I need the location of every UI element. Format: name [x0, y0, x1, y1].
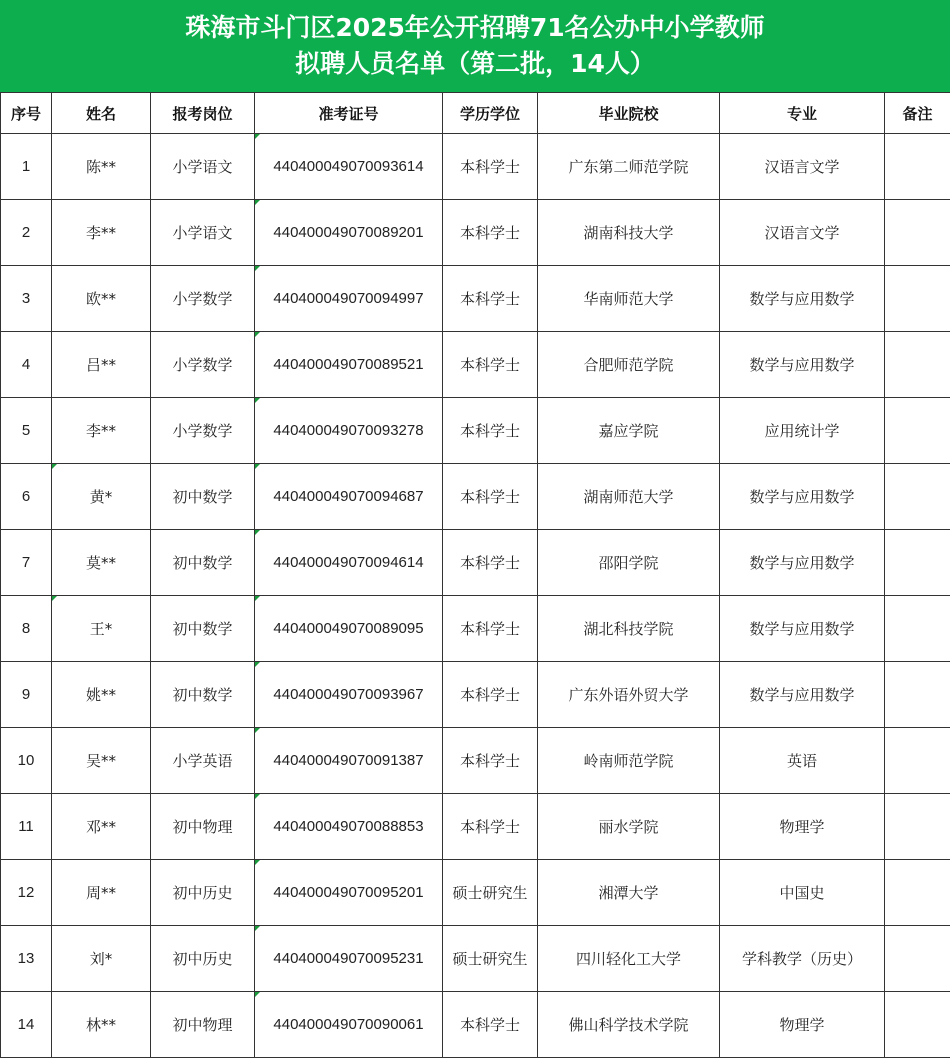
table-row [1, 464, 950, 530]
table-row [1, 662, 950, 728]
table-row [1, 992, 950, 1058]
cell-cert: 440400049070095201 [255, 860, 443, 926]
cell-name: 王* [52, 596, 151, 662]
cell-school: 湖南科技大学 [538, 200, 720, 266]
cell-school: 湖北科技学院 [538, 596, 720, 662]
cell-cert: 440400049070090061 [255, 992, 443, 1058]
cell-index: 10 [1, 728, 52, 794]
cell-index: 11 [1, 794, 52, 860]
cell-name: 吕** [52, 332, 151, 398]
cell-index: 7 [1, 530, 52, 596]
cell-degree: 本科学士 [443, 596, 538, 662]
cell-major: 中国史 [720, 860, 885, 926]
cell-remark [885, 596, 950, 662]
cell-name: 李** [52, 200, 151, 266]
cell-major: 数学与应用数学 [720, 464, 885, 530]
header-name: 姓名 [52, 93, 151, 134]
cell-name: 邓** [52, 794, 151, 860]
table-row [1, 266, 950, 332]
cell-remark [885, 794, 950, 860]
cell-school: 丽水学院 [538, 794, 720, 860]
header-major: 专业 [720, 93, 885, 134]
cell-major: 物理学 [720, 794, 885, 860]
cell-school: 湘潭大学 [538, 860, 720, 926]
cell-position: 小学数学 [151, 398, 255, 464]
cell-index: 1 [1, 134, 52, 200]
cell-position: 初中数学 [151, 662, 255, 728]
page-title: 珠海市斗门区2025年公开招聘71名公办中小学教师 [185, 13, 765, 42]
cell-position: 小学英语 [151, 728, 255, 794]
header-remark: 备注 [885, 93, 950, 134]
cell-cert: 440400049070094687 [255, 464, 443, 530]
cell-major: 学科教学（历史） [720, 926, 885, 992]
cell-degree: 硕士研究生 [443, 860, 538, 926]
cell-school: 四川轻化工大学 [538, 926, 720, 992]
cell-name: 陈** [52, 134, 151, 200]
header-degree: 学历学位 [443, 93, 538, 134]
cell-name: 姚** [52, 662, 151, 728]
cell-major: 英语 [720, 728, 885, 794]
table-row [1, 530, 950, 596]
cell-school: 岭南师范学院 [538, 728, 720, 794]
cell-remark [885, 398, 950, 464]
cell-degree: 本科学士 [443, 728, 538, 794]
table-row [1, 332, 950, 398]
table-row [1, 200, 950, 266]
cell-degree: 本科学士 [443, 398, 538, 464]
cell-remark [885, 332, 950, 398]
cell-position: 小学语文 [151, 200, 255, 266]
cell-major: 汉语言文学 [720, 134, 885, 200]
cell-school: 广东第二师范学院 [538, 134, 720, 200]
cell-school: 湖南师范大学 [538, 464, 720, 530]
cell-position: 小学数学 [151, 332, 255, 398]
page-subtitle: 拟聘人员名单（第二批，14人） [295, 49, 655, 78]
cell-school: 华南师范大学 [538, 266, 720, 332]
cell-major: 数学与应用数学 [720, 332, 885, 398]
table-row [1, 596, 950, 662]
cell-cert: 440400049070088853 [255, 794, 443, 860]
cell-cert: 440400049070089095 [255, 596, 443, 662]
cell-position: 初中数学 [151, 464, 255, 530]
cell-index: 4 [1, 332, 52, 398]
cell-degree: 本科学士 [443, 794, 538, 860]
cell-index: 14 [1, 992, 52, 1058]
cell-major: 汉语言文学 [720, 200, 885, 266]
cell-index: 2 [1, 200, 52, 266]
cell-position: 初中物理 [151, 992, 255, 1058]
cell-degree: 本科学士 [443, 332, 538, 398]
cell-cert: 440400049070093614 [255, 134, 443, 200]
cell-index: 12 [1, 860, 52, 926]
roster-table [0, 92, 950, 1058]
cell-school: 邵阳学院 [538, 530, 720, 596]
cell-index: 5 [1, 398, 52, 464]
cell-remark [885, 530, 950, 596]
cell-cert: 440400049070089521 [255, 332, 443, 398]
header-position: 报考岗位 [151, 93, 255, 134]
cell-remark [885, 464, 950, 530]
cell-position: 初中数学 [151, 530, 255, 596]
cell-major: 数学与应用数学 [720, 266, 885, 332]
cell-index: 3 [1, 266, 52, 332]
cell-school: 佛山科学技术学院 [538, 992, 720, 1058]
header-school: 毕业院校 [538, 93, 720, 134]
cell-position: 初中数学 [151, 596, 255, 662]
cell-remark [885, 728, 950, 794]
cell-school: 合肥师范学院 [538, 332, 720, 398]
table-row [1, 860, 950, 926]
cell-name: 刘* [52, 926, 151, 992]
cell-cert: 440400049070089201 [255, 200, 443, 266]
cell-index: 13 [1, 926, 52, 992]
cell-degree: 本科学士 [443, 662, 538, 728]
cell-major: 数学与应用数学 [720, 530, 885, 596]
cell-remark [885, 860, 950, 926]
cell-name: 林** [52, 992, 151, 1058]
cell-position: 初中历史 [151, 860, 255, 926]
cell-name: 周** [52, 860, 151, 926]
cell-major: 物理学 [720, 992, 885, 1058]
cell-degree: 本科学士 [443, 992, 538, 1058]
cell-name: 欧** [52, 266, 151, 332]
cell-remark [885, 926, 950, 992]
cell-cert: 440400049070091387 [255, 728, 443, 794]
header-index: 序号 [1, 93, 52, 134]
header-cert: 准考证号 [255, 93, 443, 134]
cell-remark [885, 662, 950, 728]
cell-degree: 硕士研究生 [443, 926, 538, 992]
cell-major: 数学与应用数学 [720, 662, 885, 728]
cell-school: 嘉应学院 [538, 398, 720, 464]
table-row [1, 398, 950, 464]
cell-name: 莫** [52, 530, 151, 596]
cell-index: 8 [1, 596, 52, 662]
cell-cert: 440400049070093967 [255, 662, 443, 728]
table-row [1, 134, 950, 200]
cell-major: 数学与应用数学 [720, 596, 885, 662]
cell-position: 小学数学 [151, 266, 255, 332]
cell-name: 李** [52, 398, 151, 464]
cell-remark [885, 134, 950, 200]
table-row [1, 794, 950, 860]
header-row [1, 93, 950, 134]
cell-degree: 本科学士 [443, 530, 538, 596]
cell-position: 初中物理 [151, 794, 255, 860]
cell-name: 黄* [52, 464, 151, 530]
cell-position: 小学语文 [151, 134, 255, 200]
cell-degree: 本科学士 [443, 266, 538, 332]
cell-cert: 440400049070095231 [255, 926, 443, 992]
cell-name: 吴** [52, 728, 151, 794]
cell-remark [885, 992, 950, 1058]
cell-degree: 本科学士 [443, 134, 538, 200]
cell-index: 6 [1, 464, 52, 530]
cell-cert: 440400049070094614 [255, 530, 443, 596]
cell-index: 9 [1, 662, 52, 728]
cell-remark [885, 266, 950, 332]
cell-position: 初中历史 [151, 926, 255, 992]
cell-remark [885, 200, 950, 266]
cell-cert: 440400049070094997 [255, 266, 443, 332]
table-row [1, 728, 950, 794]
table-row [1, 926, 950, 992]
cell-major: 应用统计学 [720, 398, 885, 464]
title-banner [0, 0, 950, 92]
cell-degree: 本科学士 [443, 200, 538, 266]
cell-degree: 本科学士 [443, 464, 538, 530]
cell-school: 广东外语外贸大学 [538, 662, 720, 728]
cell-cert: 440400049070093278 [255, 398, 443, 464]
